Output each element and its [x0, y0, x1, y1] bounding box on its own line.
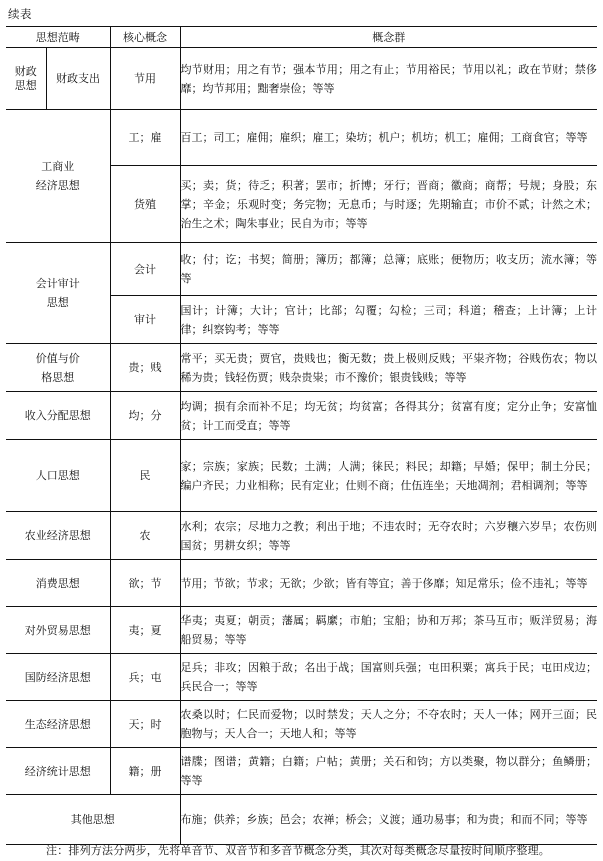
- concepts-cell: 华夷；夷夏；朝贡；藩属；羁縻；市舶；宝船；协和万邦；茶马互市；贩洋贸易；海船贸易；等等: [180, 607, 597, 654]
- header-row: [6, 27, 597, 48]
- concepts-cell: 收；付；讫；书契；简册；簿历；都簿；总簿；底账；便物历；收支历；流水簿；等等: [180, 243, 597, 296]
- subcategory-cell: 财政支出: [46, 48, 110, 110]
- category-cell: 人口思想: [6, 440, 110, 512]
- category-line-2: 格思想: [41, 370, 75, 384]
- core-concept-cell: 籍；册: [110, 748, 180, 795]
- table-row: [6, 748, 597, 795]
- category-cell: 消费思想: [6, 560, 110, 607]
- table-row: [6, 795, 597, 845]
- category-cell: [6, 243, 110, 344]
- header-concept-group: 概念群: [180, 27, 597, 48]
- core-concept-cell: 审计: [110, 296, 180, 344]
- category-cell: 其他思想: [6, 795, 180, 845]
- core-concept-cell: 会计: [110, 243, 180, 296]
- concepts-cell: 农桑以时；仁民而爱物；以时禁发；天人之分；不夺农时；天人一体；网开三面；民胞物与；天人合一；天地人和；等等: [180, 701, 597, 748]
- concepts-cell: 家；宗族；家族；民数；土满；人满；徕民；料民；却籍；早婚；保甲；制土分民；编户齐民；力业相称；民有定业；仕则不商；仕伍连坐；天地凋剂；君相调剂；等等: [180, 440, 597, 512]
- core-concept-cell: 兵；屯: [110, 654, 180, 701]
- category-line-1: 价值与价: [35, 351, 80, 365]
- core-concept-cell: 民: [110, 440, 180, 512]
- table-row: [6, 344, 597, 392]
- header-category: 思想范畴: [6, 27, 110, 48]
- category-cell: 收入分配思想: [6, 392, 110, 440]
- table-row: [6, 48, 597, 110]
- core-concept-cell: 节用: [110, 48, 180, 110]
- core-concept-cell: 均；分: [110, 392, 180, 440]
- category-cell: 国防经济思想: [6, 654, 110, 701]
- category-line-1: 会计审计: [35, 277, 80, 290]
- core-concept-cell: 夷；夏: [110, 607, 180, 654]
- table-row: [6, 392, 597, 440]
- concepts-cell: 国计；计簿；大计；官计；比部；勾覆；勾检；三司；科道；稽查；上计簿；上计律；纠察钩考；等等: [180, 296, 597, 344]
- core-concept-cell: 欲；节: [110, 560, 180, 607]
- table-row: [6, 607, 597, 654]
- category-line-1: 工商业: [41, 160, 75, 173]
- core-concept-cell: 天；时: [110, 701, 180, 748]
- table-row: [6, 654, 597, 701]
- concepts-cell: 布施；供养；乡族；邑会；农禅；桥会；义渡；通功易事；和为贵；和而不同；等等: [180, 795, 597, 845]
- concepts-cell: 节用；节欲；节求；无欲；少欲；皆有等宜；善于侈靡；知足常乐；俭不违礼；等等: [180, 560, 597, 607]
- category-vertical-text: 财政 思想: [14, 64, 37, 92]
- table-row: [6, 560, 597, 607]
- concepts-cell: 百工；司工；雇佣；雇织；雇工；染坊；机户；机坊；机工；雇佣；工商食官；等等: [180, 110, 597, 166]
- table-row: [6, 701, 597, 748]
- category-line-2: 思想: [46, 296, 69, 309]
- table-row: [6, 512, 597, 560]
- category-cell: 农业经济思想: [6, 512, 110, 560]
- category-cell: [6, 344, 110, 392]
- concepts-cell: 水利；农宗；尽地力之教；利出于地；不违农时；无夺农时；六岁穰六岁旱；农伤则国贫；男耕女织；等等: [180, 512, 597, 560]
- continued-table-label: 续表: [8, 7, 32, 21]
- concepts-cell: 均调；损有余而补不足；均无贫；均贫富；各得其分；贫富有度；定分止争；安富恤贫；计工而受直；等等: [180, 392, 597, 440]
- concepts-cell: 常平；买无贵；贾官，贵贱也；衡无数；贵上极则反贱；平粜齐物；谷贱伤农；物以稀为贵；钱轻伤贾；贱杂贵粜；市不豫价；银贵钱贱；等等: [180, 344, 597, 392]
- category-cell: 经济统计思想: [6, 748, 110, 795]
- category-cell: [6, 48, 46, 110]
- header-core-concept: 核心概念: [110, 27, 180, 48]
- category-cell: 生态经济思想: [6, 701, 110, 748]
- category-cell: 对外贸易思想: [6, 607, 110, 654]
- table-footnote: 注：排列方法分两步，先将单音节、双音节和多音节概念分类，其次对每类概念尽量按时间顺序整理。: [46, 844, 550, 857]
- concepts-cell: 谱牒；图谱；黄籍；白籍；户帖；黄册；关石和钧；方以类聚，物以群分；鱼鳞册；等等: [180, 748, 597, 795]
- concepts-cell: 足兵；非攻；因粮于敌；名出于战；国富则兵强；屯田积粟；寓兵于民；屯田戍边；兵民合一；等等: [180, 654, 597, 701]
- table-row: [6, 243, 597, 296]
- table-row: [6, 440, 597, 512]
- category-cell: [6, 110, 110, 243]
- concept-table: [6, 26, 597, 845]
- core-concept-cell: 工；雇: [110, 110, 180, 166]
- concepts-cell: 买；卖；货；待乏；积著；罢市；折博；牙行；晋商；徽商；商帮；号规；身股；东掌；辛金；乐观时变；务完物；无息币；与时逐；先期输直；市价不贰；计然之术；治生之术；陶朱事业；民自为市；等等: [180, 166, 597, 243]
- table-row: [6, 110, 597, 166]
- core-concept-cell: 农: [110, 512, 180, 560]
- concepts-cell: 均节财用；用之有节；强本节用；用之有止；节用裕民；节用以礼；政在节财；禁侈靡；均节邦用；黜奢崇俭；等等: [180, 48, 597, 110]
- category-line-2: 经济思想: [35, 179, 80, 192]
- core-concept-cell: 贵；贱: [110, 344, 180, 392]
- core-concept-cell: 货殖: [110, 166, 180, 243]
